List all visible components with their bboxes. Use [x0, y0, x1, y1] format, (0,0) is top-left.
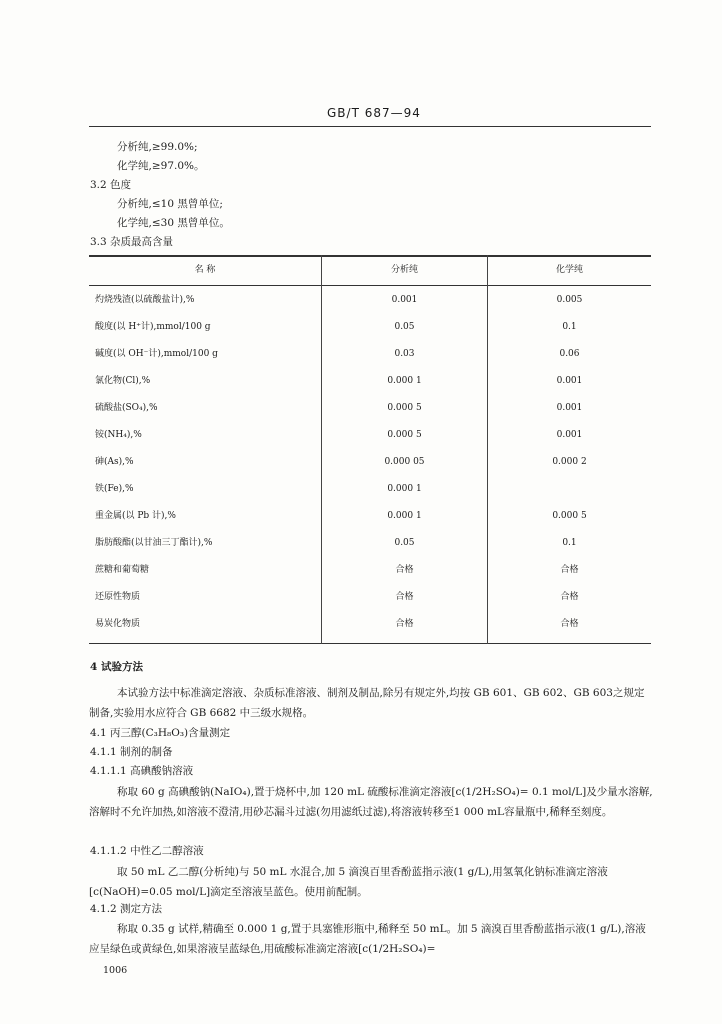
row-chemical-value: 合格 — [560, 565, 579, 575]
section-4-1-1-1-text: 称取 60 g 高碘酸钠(NaIO₄),置于烧杯中,加 120 mL 硫酸标准滴定溶液[c(1/2H₂SO₄)= 0.1 mol/L]及少量水溶解,溶解时不允许加热,如溶液不澄清,用砂芯漏斗过滤(勿用滤纸过滤),将溶液转移至1 000 mL容量瓶中,稀释至刻度。 — [89, 786, 653, 818]
row-chemical-value — [488, 476, 651, 503]
table-row — [89, 530, 651, 557]
table-row — [89, 449, 651, 476]
row-chemical-value: 0.001 — [556, 403, 583, 413]
section-4-heading: 4 试验方法 — [90, 661, 143, 673]
section-3-3-heading: 3.3 杂质最高含量 — [90, 236, 174, 248]
row-name: 还原性物质 — [95, 592, 141, 602]
section-4-1-2-text: 称取 0.35 g 试样,精确至 0.000 1 g,置于具塞锥形瓶中,稀释至 50 mL。加 5 滴溴百里香酚蓝指示液(1 g/L),溶液应呈绿色或黄绿色,如果溶液呈蓝绿色,用硫酸标准滴定溶液[c(1/2H₂SO₄)= — [89, 923, 646, 955]
row-chemical-value: 0.005 — [556, 295, 583, 305]
table-row — [89, 314, 651, 341]
table-row — [89, 503, 651, 530]
row-chemical-value: 合格 — [560, 619, 579, 629]
table-row — [89, 368, 651, 395]
row-chemical-value: 0.001 — [556, 430, 583, 440]
table-row — [89, 287, 651, 314]
row-name: 硫酸盐(SO₄),% — [95, 403, 158, 413]
row-name: 重金属(以 Pb 计),% — [95, 511, 176, 521]
table-row — [89, 422, 651, 449]
row-analytical-value: 0.000 1 — [387, 484, 422, 494]
row-analytical-value: 合格 — [395, 619, 414, 629]
row-chemical-value: 0.001 — [556, 376, 583, 386]
section-4-1-heading: 4.1 丙三醇(C₃H₈O₃)含量测定 — [90, 727, 231, 739]
row-analytical-value: 0.05 — [394, 538, 415, 548]
table-header-chemical: 化学纯 — [555, 265, 583, 275]
row-analytical-value: 0.000 5 — [387, 403, 422, 413]
table-row — [89, 476, 651, 503]
row-analytical-value: 合格 — [395, 592, 414, 602]
table-header-name: 名 称 — [194, 265, 216, 275]
row-chemical-value: 0.000 5 — [552, 511, 587, 521]
purity-line-analytical: 分析纯,≥99.0%; — [117, 141, 198, 153]
row-chemical-value: 0.1 — [562, 322, 577, 332]
row-name: 砷(As),% — [95, 457, 134, 467]
row-name: 易炭化物质 — [95, 619, 141, 629]
section-4-intro: 本试验方法中标准滴定溶液、杂质标准溶液、制剂及制品,除另有规定外,均按 GB 601、GB 602、GB 603之规定制备,实验用水应符合 GB 6682 中三级水规格。 — [89, 687, 645, 719]
section-3-2-heading: 3.2 色度 — [90, 179, 132, 191]
table-row — [89, 341, 651, 368]
table-header-rule — [89, 285, 651, 286]
impurity-table — [89, 255, 651, 644]
table-bottom-rule — [89, 643, 651, 644]
row-chemical-value: 0.06 — [559, 349, 580, 359]
row-analytical-value: 0.03 — [394, 349, 415, 359]
row-analytical-value: 0.000 5 — [387, 430, 422, 440]
standard-number-header: GB/T 687—94 — [327, 106, 421, 120]
table-header-analytical: 分析纯 — [390, 265, 418, 275]
section-4-1-2-heading: 4.1.2 测定方法 — [90, 903, 163, 915]
row-chemical-value: 0.1 — [562, 538, 577, 548]
row-chemical-value: 合格 — [560, 592, 579, 602]
table-row — [89, 395, 651, 422]
row-name: 碱度(以 OH⁻计),mmol/100 g — [95, 349, 218, 359]
row-analytical-value: 合格 — [395, 565, 414, 575]
row-name: 蔗糖和葡萄糖 — [95, 565, 150, 575]
section-4-1-1-heading: 4.1.1 制剂的制备 — [90, 746, 173, 758]
section-4-1-1-2-text: 取 50 mL 乙二醇(分析纯)与 50 mL 水混合,加 5 滴溴百里香酚蓝指示液(1 g/L),用氢氧化钠标准滴定溶液[c(NaOH)=0.05 mol/L]滴定至溶液呈蓝色。使用前配制。 — [89, 866, 608, 898]
row-name: 灼烧残渣(以硫酸盐计),% — [95, 295, 195, 305]
row-analytical-value: 0.000 05 — [384, 457, 425, 467]
section-4-1-1-1-heading: 4.1.1.1 高碘酸钠溶液 — [90, 765, 194, 777]
row-analytical-value: 0.001 — [391, 295, 418, 305]
row-name: 氯化物(Cl),% — [95, 376, 151, 386]
row-analytical-value: 0.000 1 — [387, 511, 422, 521]
purity-line-chemical: 化学纯,≥97.0%。 — [117, 160, 205, 172]
page-number: 1006 — [103, 965, 128, 976]
color-line-analytical: 分析纯,≤10 黑曾单位; — [117, 198, 223, 210]
table-row — [89, 611, 651, 638]
row-name: 脂肪酸酯(以甘油三丁酯计),% — [95, 538, 213, 548]
table-row — [89, 584, 651, 611]
table-row — [89, 557, 651, 584]
section-4-1-1-2-heading: 4.1.1.2 中性乙二醇溶液 — [90, 845, 204, 857]
color-line-chemical: 化学纯,≤30 黑曾单位。 — [117, 217, 230, 229]
row-name: 铵(NH₄),% — [95, 430, 142, 440]
row-name: 酸度(以 H⁺计),mmol/100 g — [95, 322, 211, 332]
row-analytical-value: 0.000 1 — [387, 376, 422, 386]
header-rule — [89, 126, 651, 127]
row-analytical-value: 0.05 — [394, 322, 415, 332]
row-chemical-value: 0.000 2 — [552, 457, 587, 467]
row-name: 铁(Fe),% — [95, 484, 134, 494]
